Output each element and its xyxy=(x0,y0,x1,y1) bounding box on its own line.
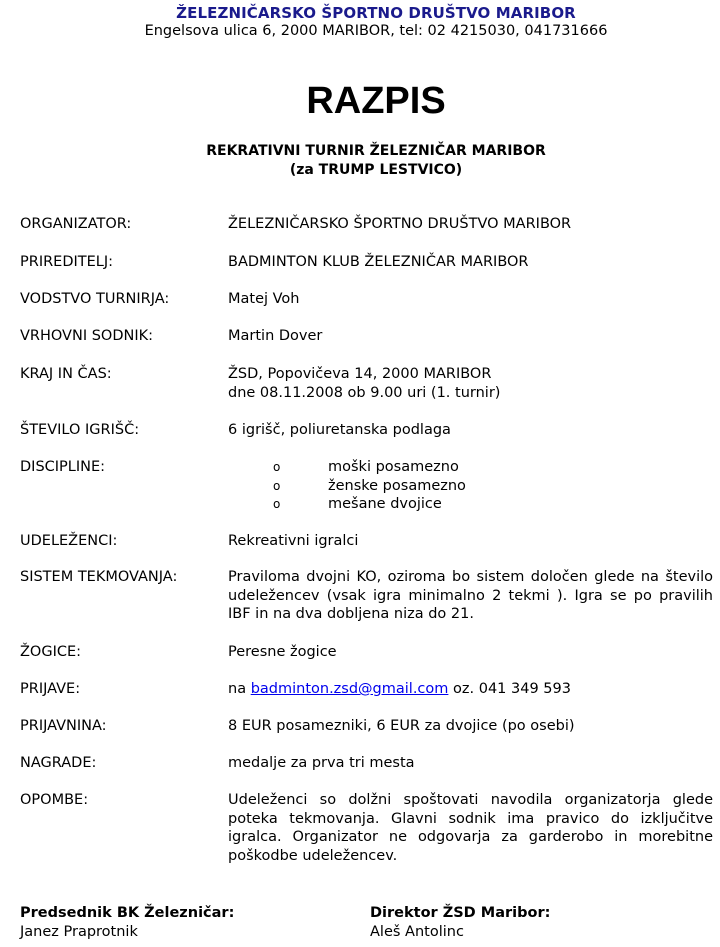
location-line: ŽSD, Popovičeva 14, 2000 MARIBOR xyxy=(228,366,492,382)
field-value: ŽELEZNIČARSKO ŠPORTNO DRUŠTVO MARIBOR xyxy=(228,216,572,232)
subtitle-line-1: REKRATIVNI TURNIR ŽELEZNIČAR MARIBOR xyxy=(206,143,546,159)
field-value: Peresne žogice xyxy=(228,644,337,660)
signature-name: Janez Praprotnik xyxy=(20,924,138,940)
field-label: NAGRADE: xyxy=(20,755,97,771)
field-label: UDELEŽENCI: xyxy=(20,533,118,549)
discipline-item: mešane dvojice xyxy=(328,496,442,512)
field-value: Rekreativni igralci xyxy=(228,533,359,549)
date-line: dne 08.11.2008 ob 9.00 uri (1. turnir) xyxy=(228,384,501,401)
field-label: ŠTEVILO IGRIŠČ: xyxy=(20,422,140,438)
field-value: Matej Voh xyxy=(228,291,300,307)
discipline-item: ženske posamezno xyxy=(328,477,466,494)
email-link[interactable]: badminton.zsd@gmail.com xyxy=(250,681,449,697)
bullet-icon: o xyxy=(273,478,281,493)
field-value: medalje za prva tri mesta xyxy=(228,755,415,771)
subtitle-line-2: (za TRUMP LESTVICO) xyxy=(289,162,463,178)
field-label: ŽOGICE: xyxy=(20,644,82,660)
signature-name: Aleš Antolinc xyxy=(370,924,464,940)
field-value: BADMINTON KLUB ŽELEZNIČAR MARIBOR xyxy=(228,254,529,270)
field-label: OPOMBE: xyxy=(20,792,89,808)
field-label: KRAJ IN ČAS: xyxy=(20,366,112,382)
field-label: VODSTVO TURNIRJA: xyxy=(20,291,170,307)
field-label: SISTEM TEKMOVANJA: xyxy=(20,569,178,585)
field-value: Udeleženci so dolžni spoštovati navodila organizatorja glede poteka tekmovanja. Glavni sodnik ima pravico do izključitve igralca. Organizator ne odgovarja za garderobo in morebitne poškodbe udeležencev. xyxy=(228,792,713,864)
field-label: DISCIPLINE: xyxy=(20,459,106,475)
field-label: PRIJAVNINA: xyxy=(20,718,107,734)
field-label: ORGANIZATOR: xyxy=(20,216,132,232)
field-value: Praviloma dvojni KO, oziroma bo sistem določen glede na število udeležencev (vsak igra minimalno 2 tekmi ). Igra se po pravilih IBF in na dva dobljena niza do 21. xyxy=(228,569,713,622)
signature-right xyxy=(370,904,550,942)
subtitle xyxy=(0,142,720,180)
field-label: VRHOVNI SODNIK: xyxy=(20,328,154,344)
page-title: RAZPIS xyxy=(306,80,446,122)
phone-text: oz. 041 349 593 xyxy=(448,681,571,697)
signature-title: Direktor ŽSD Maribor: xyxy=(370,905,551,921)
signature-left xyxy=(20,904,234,942)
org-name: ŽELEZNIČARSKO ŠPORTNO DRUŠTVO MARIBOR xyxy=(176,4,576,22)
bullet-icon: o xyxy=(273,497,281,511)
field-value: 6 igrišč, poliuretanska podlaga xyxy=(228,422,451,438)
field-value xyxy=(228,680,713,699)
prefix-text: na xyxy=(228,681,251,697)
signature-title: Predsednik BK Železničar: xyxy=(20,905,235,921)
field-value xyxy=(228,365,713,402)
bullet-icon: o xyxy=(273,460,281,474)
field-label: PRIREDITELJ: xyxy=(20,254,114,270)
org-address: Engelsova ulica 6, 2000 MARIBOR, tel: 02 4215030, 041731666 xyxy=(144,23,608,39)
field-label: PRIJAVE: xyxy=(20,681,81,697)
field-value: 8 EUR posamezniki, 6 EUR za dvojice (po osebi) xyxy=(228,718,575,734)
field-value: Martin Dover xyxy=(228,328,323,344)
discipline-item: moški posamezno xyxy=(328,459,459,475)
